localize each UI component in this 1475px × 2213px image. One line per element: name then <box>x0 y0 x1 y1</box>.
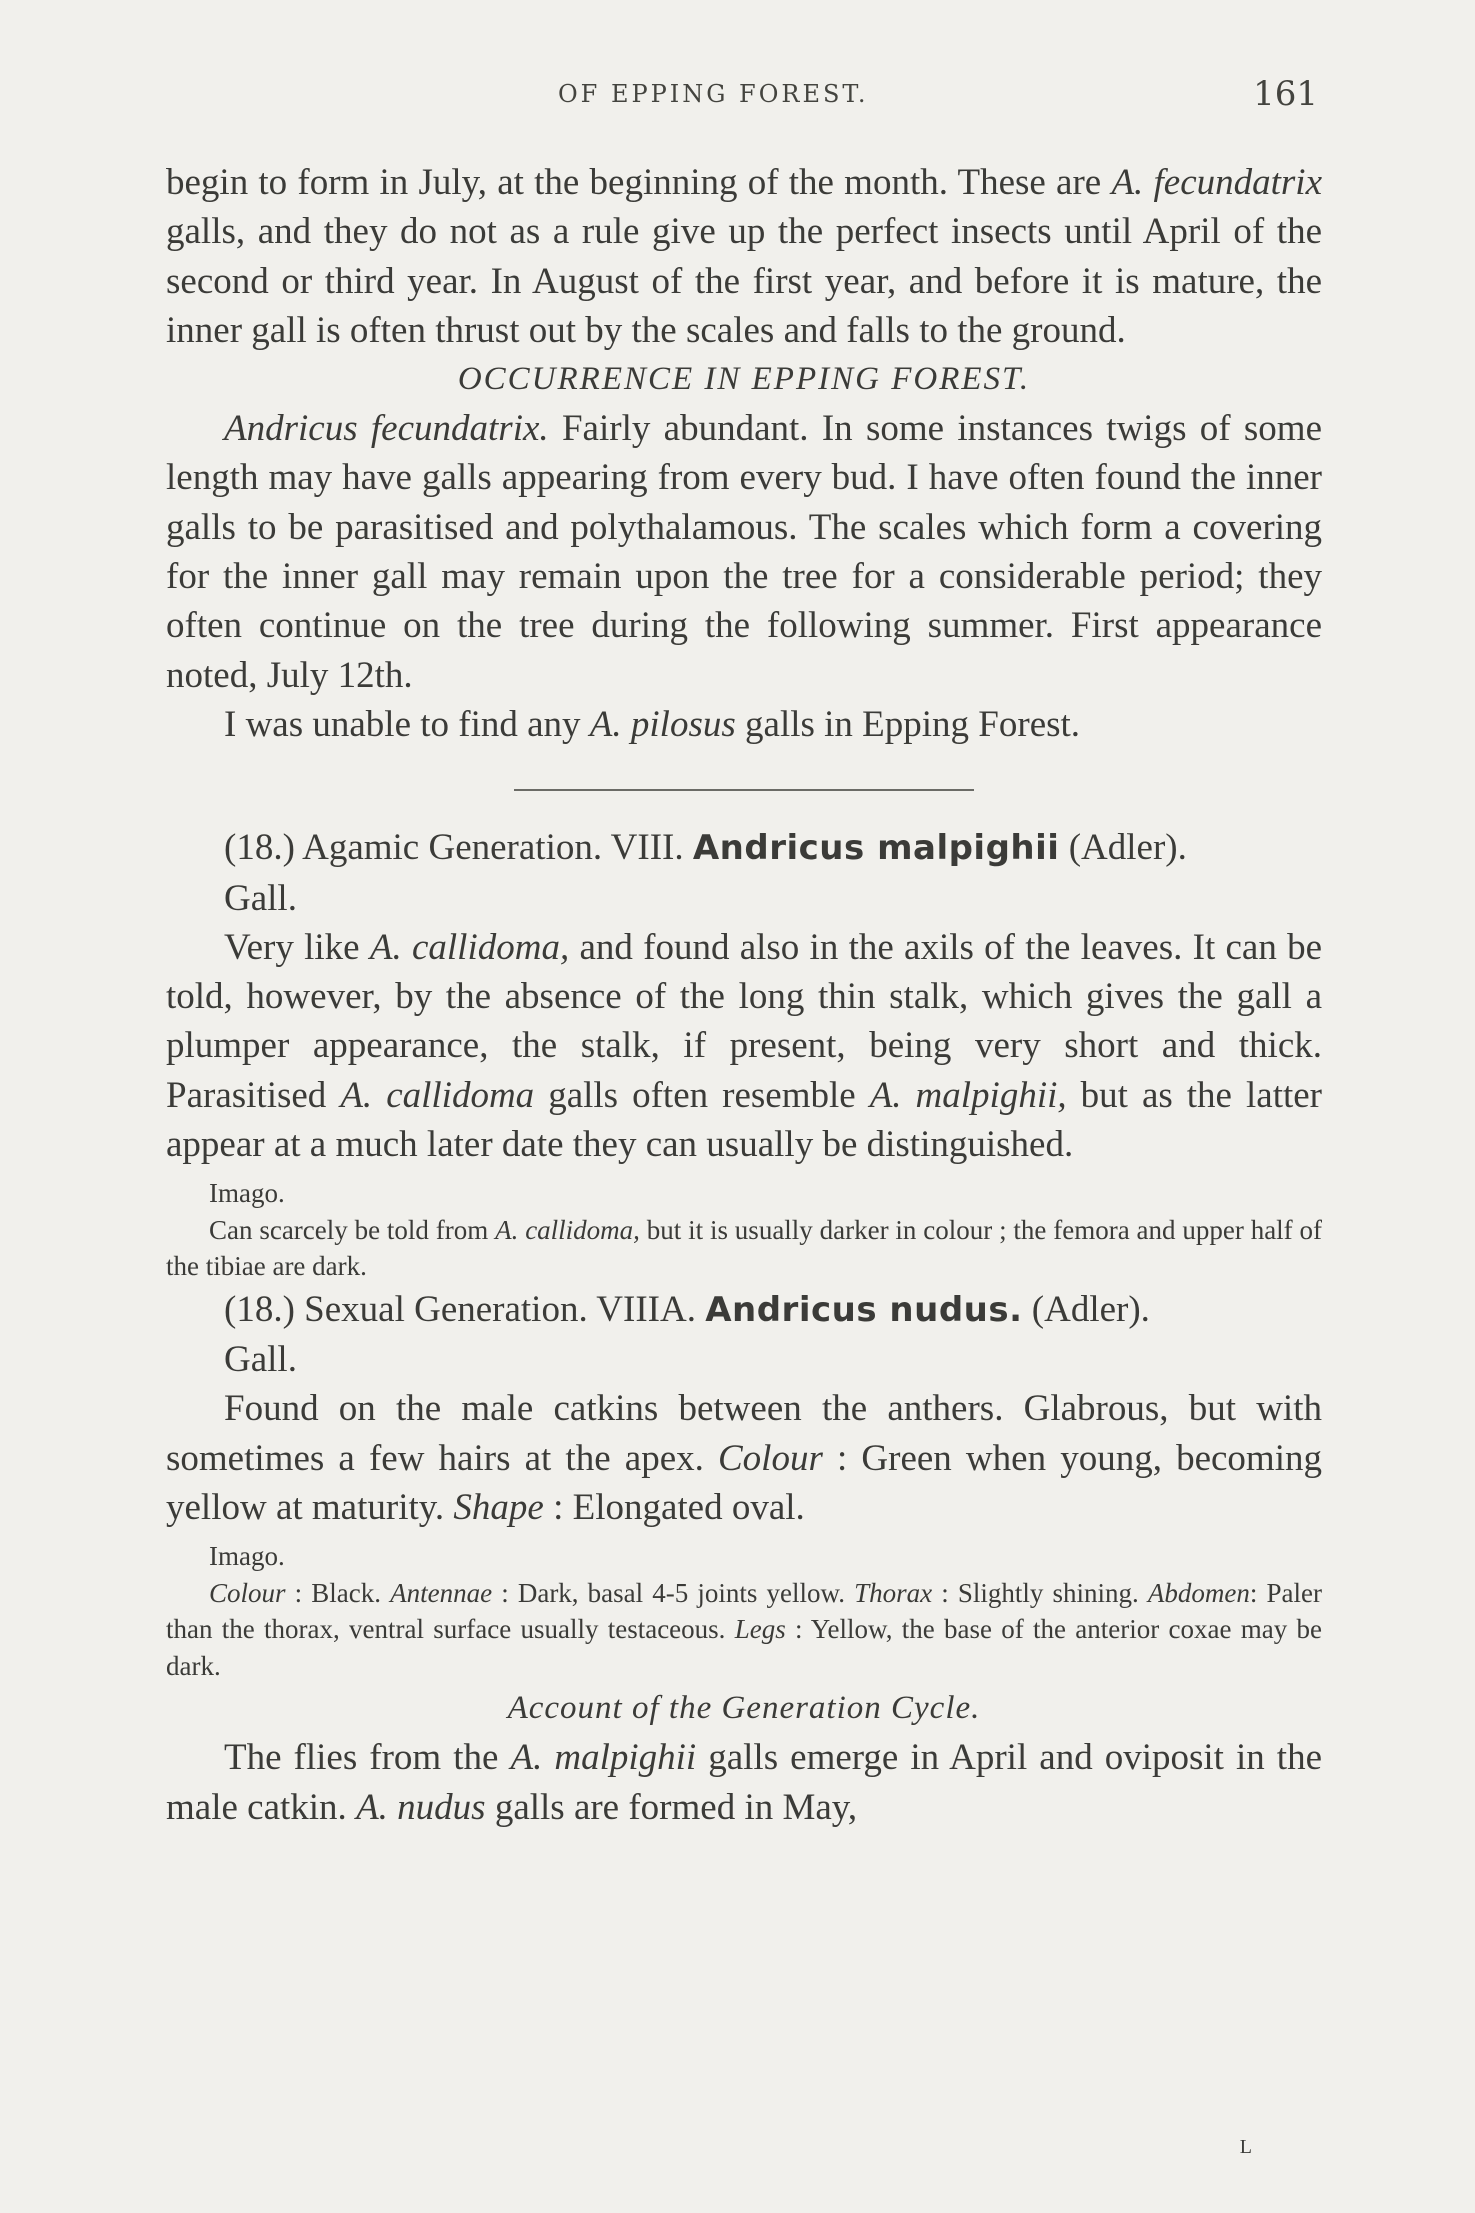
text-run: galls in Epping Forest. <box>735 703 1081 745</box>
species-italic: A. malpighii <box>510 1737 697 1779</box>
field-label: Antennae <box>390 1577 493 1608</box>
field-label: Shape <box>453 1487 544 1529</box>
text-run: : Yellow, the base of the anterior coxae may be dark. <box>166 1614 1322 1681</box>
signature-mark: L <box>1239 2136 1253 2158</box>
text-run: : Dark, basal 4-5 joints yellow. <box>492 1577 855 1608</box>
paragraph-malpighii-imago <box>166 1212 1322 1285</box>
text-run: : Slightly shining. <box>932 1577 1148 1608</box>
field-label: Abdomen <box>1147 1577 1250 1608</box>
species-italic: A. fecundatrix <box>1111 162 1322 203</box>
field-label: Legs <box>734 1614 786 1645</box>
section-prefix: (18.) Sexual Generation. VIIIA. <box>224 1288 706 1330</box>
author-citation: (Adler). <box>1022 1288 1150 1330</box>
page-number: 161 <box>1253 74 1318 114</box>
text-run: I was unable to find any <box>224 703 590 745</box>
imago-label: Imago. <box>209 1178 285 1209</box>
text-run: : Elongated oval. <box>543 1487 805 1529</box>
species-italic: A. pilosus <box>589 703 736 745</box>
species-italic: A. callidoma, <box>495 1214 640 1245</box>
running-head: OF EPPING FOREST. <box>558 80 869 108</box>
section-viiia-title <box>166 1285 1322 1335</box>
paragraph-nudus-gall <box>166 1384 1322 1532</box>
text-run: Can scarcely be told from <box>209 1214 496 1245</box>
species-italic: A. callidoma, <box>369 926 570 968</box>
text-run: but it is usually darker in colour ; the femora and upper half of the tibiae are dark. <box>166 1214 1322 1282</box>
text-run: galls, and they do not as a rule give up the perfect insects until April of the second or third year. In August of the first year, and before it is mature, the inner gall is often thrust out by the scales and falls to the ground. <box>166 211 1322 351</box>
paragraph-gall-formation <box>166 158 1322 355</box>
text-run: galls are formed in May, <box>485 1786 858 1828</box>
field-label: Colour <box>209 1577 286 1608</box>
text-run: and found also in the axils of the leaves. It can be told, however, by the absence of the long thin stalk, which gives the gall a plumper appearance, the stalk, if present, being very short and thick. Parasitised <box>166 926 1322 1116</box>
species-italic: A. callidoma <box>340 1074 535 1116</box>
text-run: : Paler than the thorax, ventral surface usually testaceous. <box>166 1577 1322 1645</box>
text-run: Found on the male catkins between the anthers. Glabrous, but with sometimes a few hairs at the apex. <box>166 1388 1322 1479</box>
gall-label: Gall. <box>224 877 297 919</box>
section-divider <box>514 789 974 791</box>
page-header <box>168 74 1318 124</box>
paragraph-pilosus <box>166 700 1322 749</box>
field-label: Colour <box>718 1437 823 1479</box>
species-italic: A. nudus <box>356 1786 486 1828</box>
body-text <box>166 158 1322 1832</box>
text-run: : Green when young, becoming yellow at maturity. <box>166 1437 1322 1529</box>
field-label: Thorax <box>854 1577 933 1608</box>
text-run: Very like <box>224 926 370 968</box>
imago-label: Imago. <box>209 1541 285 1572</box>
paragraph-occurrence <box>166 404 1322 700</box>
text-run: galls emerge in April and oviposit in the male catkin. <box>166 1737 1322 1828</box>
gall-label: Gall. <box>224 1339 297 1381</box>
text-run: galls often resemble <box>534 1074 870 1116</box>
species-italic: Andricus fecundatrix. <box>224 408 549 450</box>
text-run: Fairly abundant. In some instances twigs of some length may have galls appearing from every bud. I have often found the inner galls to be parasitised and polythalamous. The scales which form a covering for the inner gall may remain upon the tree for a considerable period; they often continue on the tree during the following summer. First appearance noted, July 12th. <box>166 408 1323 696</box>
section-viii-title <box>166 823 1322 873</box>
generation-cycle-heading: Account of the Generation Cycle. <box>507 1690 981 1727</box>
occurrence-heading: OCCURRENCE IN EPPING FOREST. <box>457 361 1031 398</box>
text-run: but as the latter appear at a much later date they can usually be distinguished. <box>166 1074 1322 1166</box>
author-citation: (Adler). <box>1059 827 1187 869</box>
paragraph-nudus-imago <box>166 1575 1322 1685</box>
section-prefix: (18.) Agamic Generation. VIII. <box>224 827 693 869</box>
species-italic: A. malpighii, <box>869 1074 1067 1116</box>
species-title: Andricus nudus. <box>705 1289 1023 1330</box>
paragraph-generation-cycle <box>166 1733 1322 1832</box>
paragraph-malpighii-gall <box>166 923 1322 1169</box>
text-run: begin to form in July, at the beginning of the month. These are <box>166 162 1112 203</box>
species-title: Andricus malpighii <box>692 828 1060 869</box>
text-run: The flies from the <box>224 1737 511 1779</box>
text-run: : Black. <box>285 1577 391 1608</box>
